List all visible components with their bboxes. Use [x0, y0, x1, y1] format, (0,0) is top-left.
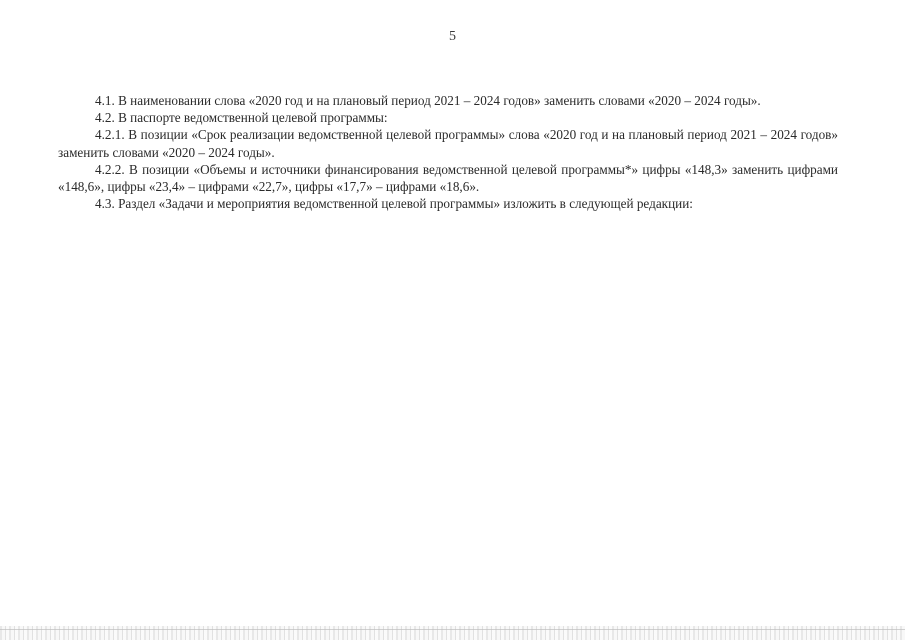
- paragraph-4-2-1: 4.2.1. В позиции «Срок реализации ведомственной целевой программы» слова «2020 год и на плановый период 2021 – 2024 годов» заменить словами «2020 – 2024 годы».: [58, 127, 838, 160]
- paragraph-4-3: 4.3. Раздел «Задачи и мероприятия ведомственной целевой программы» изложить в следующей редакции:: [95, 196, 693, 212]
- scan-edge-line: [0, 629, 905, 630]
- page-number: 5: [449, 29, 456, 44]
- document-body: [58, 92, 838, 212]
- paragraph-4-1: 4.1. В наименовании слова «2020 год и на плановый период 2021 – 2024 годов» заменить словами «2020 – 2024 годы».: [95, 93, 761, 108]
- paragraph-4-2: 4.2. В паспорте ведомственной целевой программы:: [95, 110, 388, 126]
- paragraph-4-2-2: 4.2.2. В позиции «Объемы и источники финансирования ведомственной целевой программы*» цифры «148,3» заменить цифрами «148,6», цифры «23,4» – цифрами «22,7», цифры «17,7» – цифрами «18,6».: [58, 161, 838, 195]
